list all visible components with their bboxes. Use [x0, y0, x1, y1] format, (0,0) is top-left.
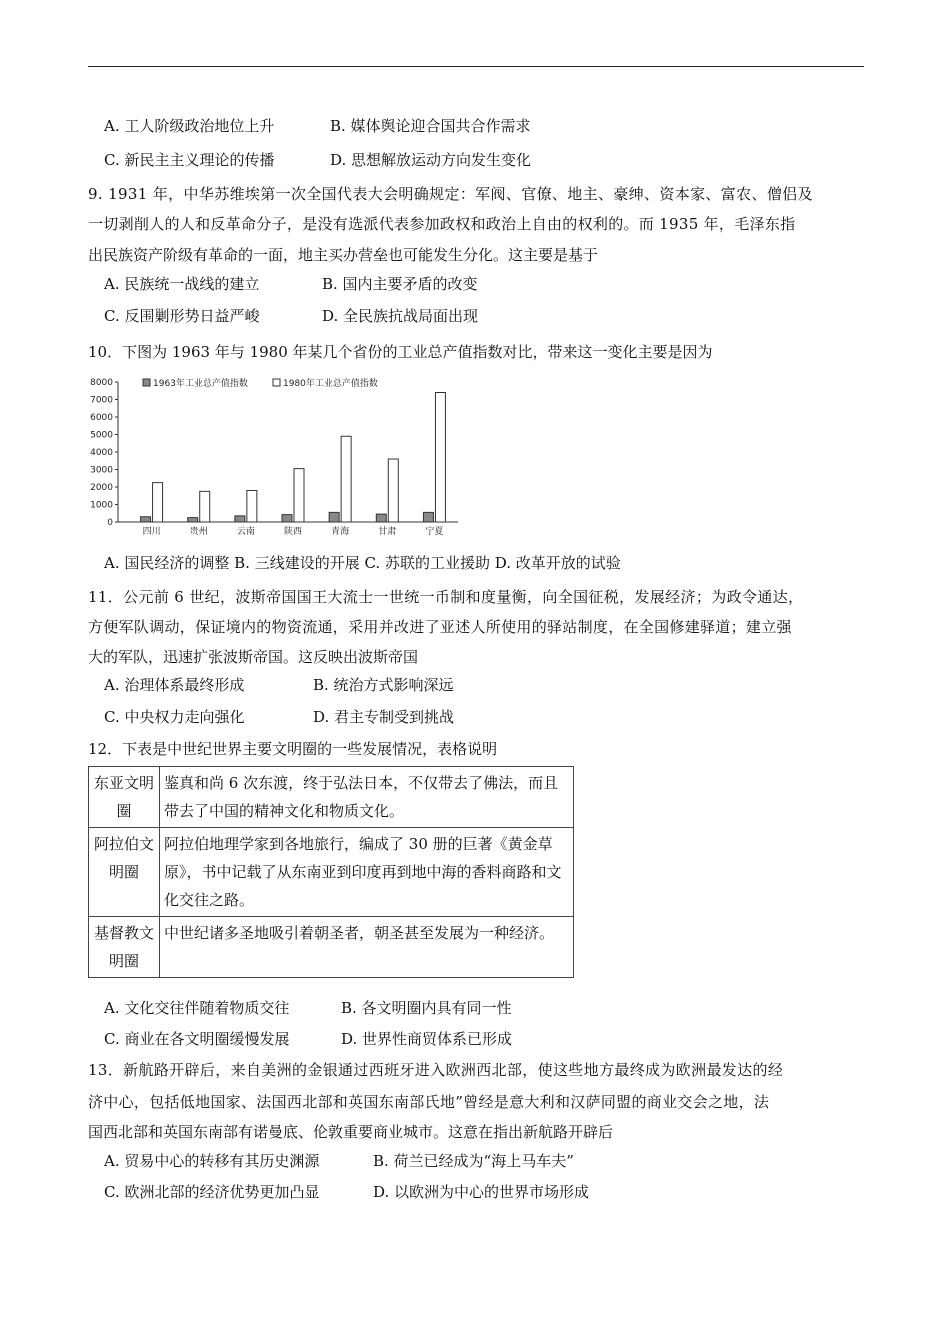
bar-1980 [341, 436, 351, 522]
q11-option-b[interactable]: B. 统治方式影响深远 [313, 676, 454, 694]
table-row [89, 767, 574, 828]
bar-1963 [141, 517, 151, 522]
x-tick-label: 甘肃 [378, 527, 397, 537]
x-tick-label: 贵州 [189, 527, 208, 537]
q9-option-a[interactable]: A. 民族统一战线的建立 [104, 275, 260, 293]
q12-option-d[interactable]: D. 世界性商贸体系已形成 [341, 1030, 513, 1048]
bar-1963 [329, 512, 339, 522]
q9-option-c[interactable]: C. 反围剿形势日益严峻 [104, 307, 260, 325]
q13-option-a[interactable]: A. 贸易中心的转移有其历史渊源 [104, 1152, 320, 1170]
bar-1980 [153, 483, 163, 522]
q11-stem-line-2: 方便军队调动，保证境内的物资流通，采用并改进了亚述人所使用的驿站制度，在全国修建驿道；建立强 [88, 618, 792, 636]
q13-stem-line-3: 国西北部和英国东南部有诺曼底、伦敦重要商业城市。这意在指出新航路开辟后 [88, 1123, 614, 1141]
legend-label: 1963年工业总产值指数 [153, 379, 248, 389]
header-rule [88, 66, 864, 67]
q12-option-b[interactable]: B. 各文明圈内具有同一性 [341, 999, 512, 1017]
bar-1980 [435, 393, 445, 523]
y-tick-label: 8000 [90, 378, 113, 388]
q11-stem-line-1: 11．公元前 6 世纪，波斯帝国国王大流士一世统一币制和度量衡，向全国征税，发展经济；为政令通达， [88, 588, 804, 606]
q11-option-c[interactable]: C. 中央权力走向强化 [104, 708, 245, 726]
q10-stem: 10．下图为 1963 年与 1980 年某几个省份的工业总产值指数对比，带来这一变化主要是因为 [88, 343, 713, 361]
q12-stem: 12．下表是中世纪世界主要文明圈的一些发展情况，表格说明 [88, 740, 498, 758]
chart-axes [90, 378, 458, 528]
legend-swatch [143, 379, 150, 386]
table-row [89, 828, 574, 917]
y-tick-label: 5000 [90, 430, 113, 441]
y-tick-label: 6000 [90, 413, 113, 423]
legend-swatch [273, 379, 280, 386]
bar-1963 [423, 512, 433, 522]
table-cell-name: 东亚文明圈 [89, 767, 160, 828]
q8-option-c[interactable]: C. 新民主主义理论的传播 [104, 151, 275, 169]
q13-option-d[interactable]: D. 以欧洲为中心的世界市场形成 [373, 1183, 590, 1201]
q12-option-a[interactable]: A. 文化交往伴随着物质交往 [104, 999, 290, 1017]
chart-bars [141, 393, 446, 538]
industrial-output-bar-chart [88, 372, 468, 537]
bar-1980 [200, 491, 210, 522]
bar-1963 [282, 515, 292, 522]
q8-option-b[interactable]: B. 媒体舆论迎合国共合作需求 [330, 117, 531, 135]
q12-option-c[interactable]: C. 商业在各文明圈缓慢发展 [104, 1030, 290, 1048]
x-tick-label: 青海 [331, 527, 350, 537]
q9-stem-line-1: 9. 1931 年，中华苏维埃第一次全国代表大会明确规定：军阀、官僚、地主、豪绅、资本家、富农、僧侣及 [88, 185, 813, 203]
bar-1963 [188, 518, 198, 522]
x-tick-label: 陕西 [283, 527, 303, 537]
bar-1963 [235, 516, 245, 522]
q13-option-b[interactable]: B. 荷兰已经成为“海上马车夫” [373, 1152, 574, 1170]
q11-option-d[interactable]: D. 君主专制受到挑战 [313, 708, 455, 726]
q8-option-a[interactable]: A. 工人阶级政治地位上升 [104, 117, 275, 135]
y-tick-label: 1000 [90, 500, 113, 511]
y-tick-label: 4000 [90, 448, 113, 458]
table-row [89, 917, 574, 978]
bar-1980 [247, 491, 257, 523]
q10-options[interactable]: A. 国民经济的调整 B. 三线建设的开展 C. 苏联的工业援助 D. 改革开放的试验 [104, 554, 621, 572]
bar-1980 [388, 459, 398, 522]
q13-option-c[interactable]: C. 欧洲北部的经济优势更加凸显 [104, 1183, 320, 1201]
y-tick-label: 3000 [90, 465, 113, 476]
q9-option-b[interactable]: B. 国内主要矛盾的改变 [322, 275, 478, 293]
q11-option-a[interactable]: A. 治理体系最终形成 [104, 676, 245, 694]
y-tick-label: 7000 [90, 395, 113, 406]
q9-stem-line-2: 一切剥削人的人和反革命分子，是没有选派代表参加政权和政治上自由的权利的。而 1935 年，毛泽东指 [88, 215, 796, 233]
table-cell-text: 鉴真和尚 6 次东渡，终于弘法日本，不仅带去了佛法，而且带去了中国的精神文化和物质文化。 [160, 767, 574, 828]
bar-1980 [294, 469, 304, 522]
civilization-table [88, 766, 574, 978]
legend-label: 1980年工业总产值指数 [283, 379, 378, 389]
x-tick-label: 四川 [142, 527, 161, 537]
chart-legend [143, 377, 378, 389]
table-cell-name: 基督教文明圈 [89, 917, 160, 978]
q13-stem-line-2: 济中心，包括低地国家、法国西北部和英国东南部氏地”曾经是意大利和汉萨同盟的商业交会之地，法 [88, 1093, 770, 1111]
table-cell-text: 阿拉伯地理学家到各地旅行，编成了 30 册的巨著《黄金草原》，书中记载了从东南亚到印度再到地中海的香料商路和文化交往之路。 [160, 828, 574, 917]
table-cell-text: 中世纪诸多圣地吸引着朝圣者，朝圣甚至发展为一种经济。 [160, 917, 574, 978]
y-tick-label: 0 [107, 518, 113, 528]
q8-option-d[interactable]: D. 思想解放运动方向发生变化 [330, 151, 532, 169]
q13-stem-line-1: 13．新航路开辟后，来自美洲的金银通过西班牙进入欧洲西北部，使这些地方最终成为欧洲最发达的经 [88, 1061, 784, 1079]
bar-1963 [376, 514, 386, 522]
x-tick-label: 云南 [236, 527, 255, 537]
q9-option-d[interactable]: D. 全民族抗战局面出现 [322, 307, 479, 325]
x-tick-label: 宁夏 [425, 527, 444, 537]
table-cell-name: 阿拉伯文明圈 [89, 828, 160, 917]
y-tick-label: 2000 [90, 483, 113, 493]
q9-stem-line-3: 出民族资产阶级有革命的一面，地主买办营垒也可能发生分化。这主要是基于 [88, 246, 599, 264]
q11-stem-line-3: 大的军队，迅速扩张波斯帝国。这反映出波斯帝国 [88, 648, 419, 666]
